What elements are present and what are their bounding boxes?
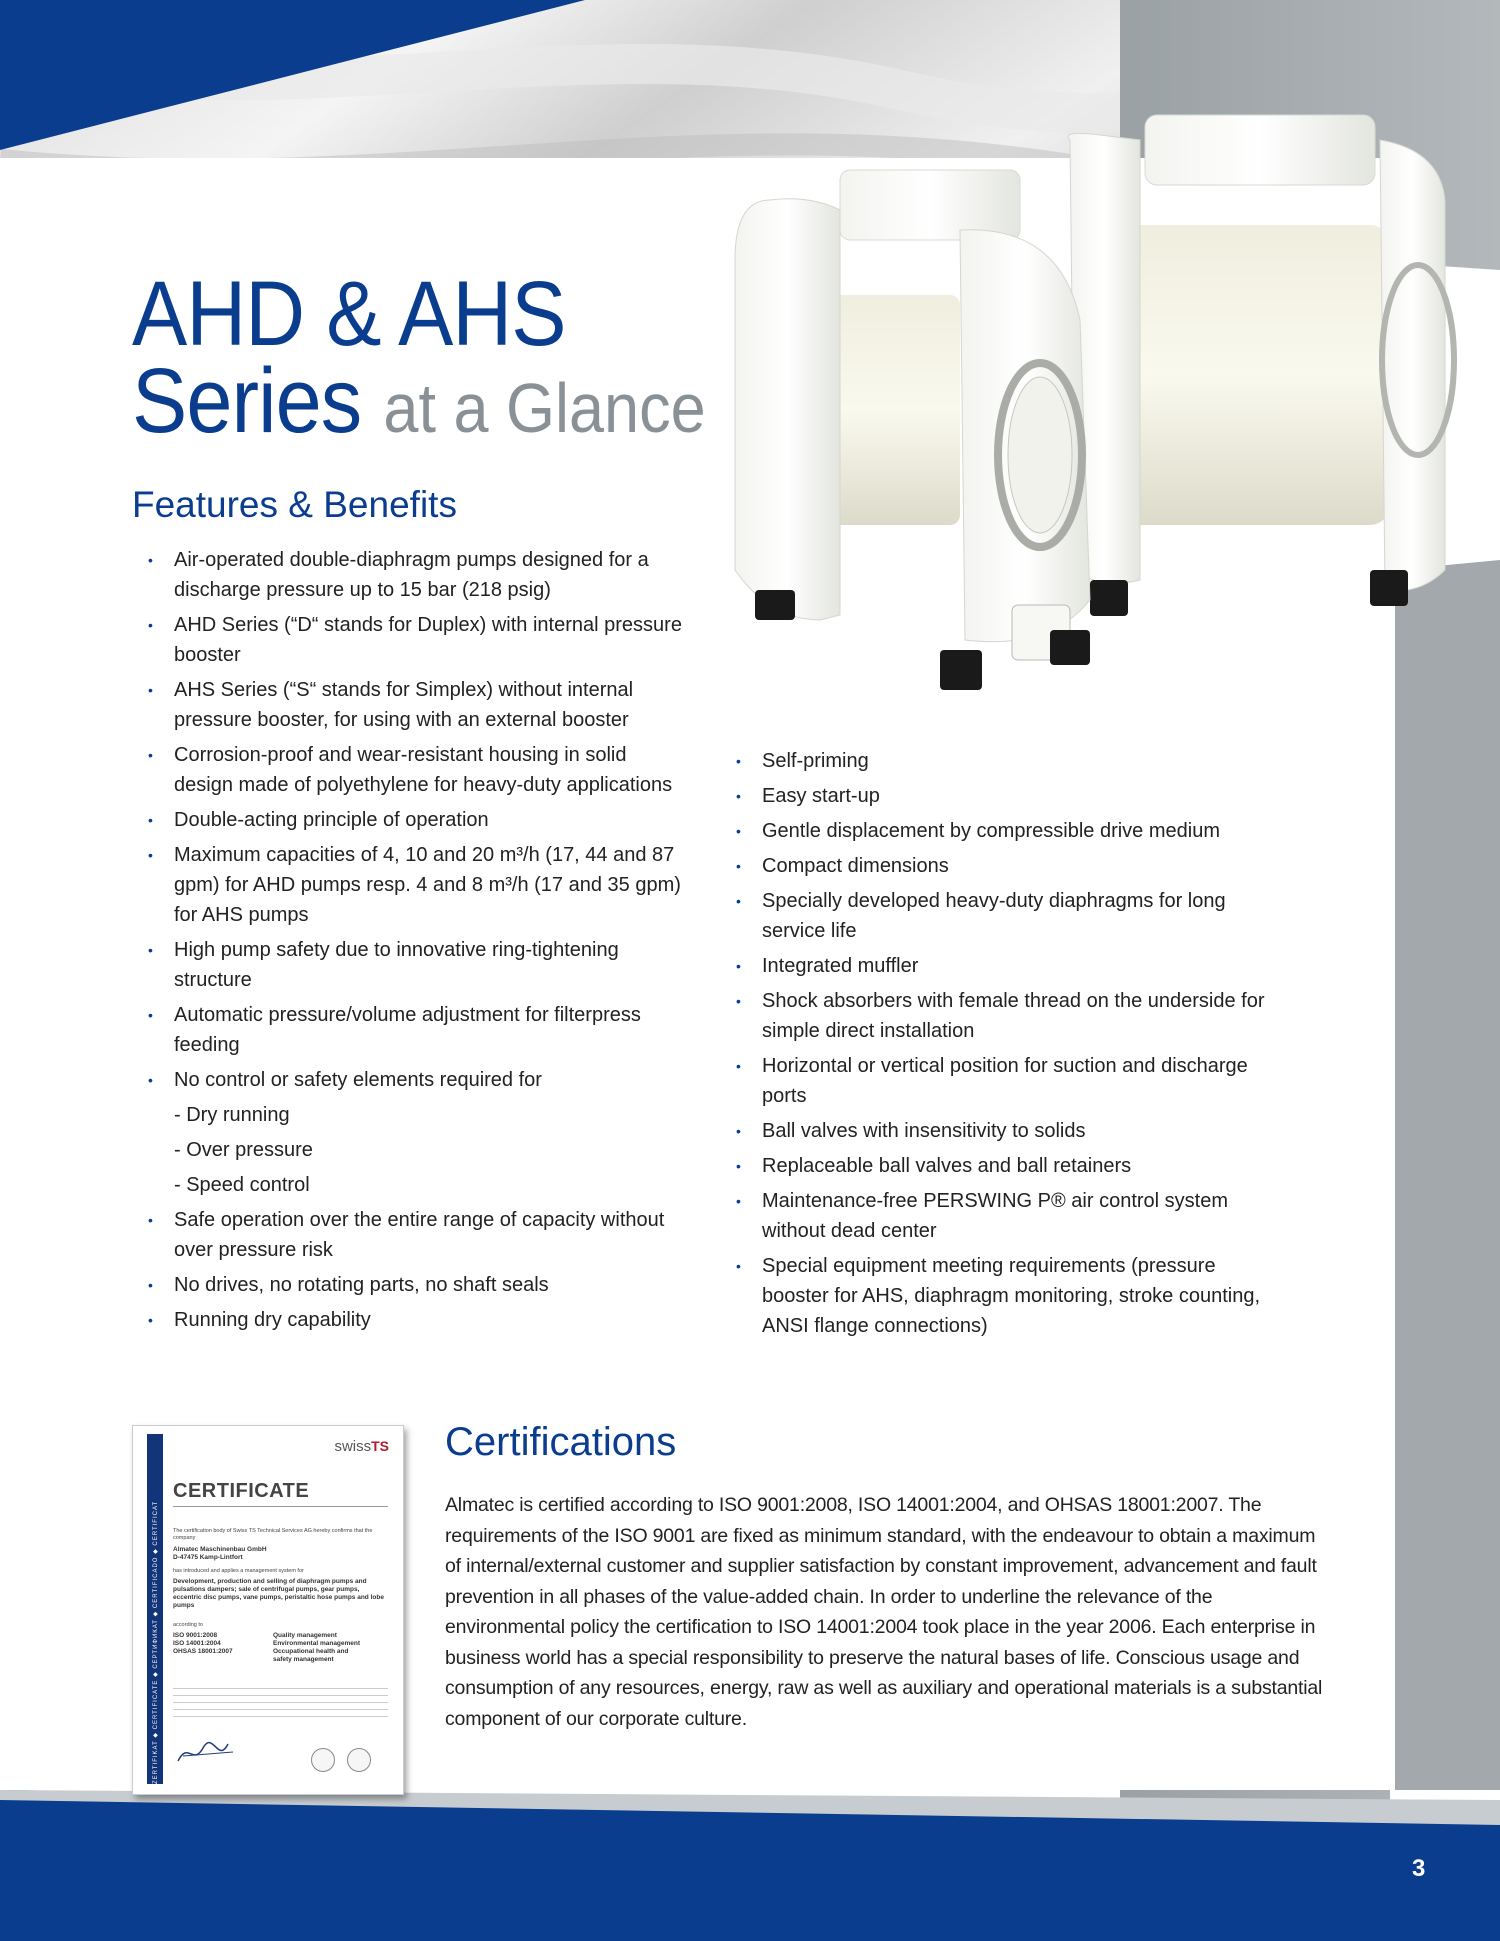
page-title-line1: AHD & AHS <box>132 263 566 365</box>
certifications-body: Almatec is certified according to ISO 9001:2008, ISO 14001:2004, and OHSAS 18001:2007. The requirements of the ISO 9001 are fixed as minimum standard, with the endeavour to obtain a maximum of internal/external customer and supplier satisfaction by constant improvement, advancement and fault prevention in all phases of the value-added chain. In order to underline the relevance of the environmental policy the certification to ISO 14001:2004 took place in the year 2006. Each enterprise in business world has a special responsibility to preserve the natural bases of life. Conscious usage and consumption of any resources, energy, raw as well as auxiliary and operational materials is a substantial component of our corporate culture. <box>445 1494 1323 1730</box>
feature-item: • Replaceable ball valves and ball retainers <box>728 1151 1268 1181</box>
certificate-registration-table <box>173 1688 388 1724</box>
feature-item: • Compact dimensions <box>728 851 1268 881</box>
feature-item: • High pump safety due to innovative ring-tightening structure <box>140 935 690 995</box>
certificate-thumbnail <box>132 1425 404 1795</box>
certificate-company: Almatec Maschinenbau GmbH D-47475 Kamp-Lintfort <box>173 1546 267 1561</box>
certificate-standard-names: Quality management Environmental management Occupational health and safety management <box>273 1632 361 1663</box>
feature-item: • Specially developed heavy-duty diaphragms for long service life <box>728 886 1268 946</box>
accreditation-seal-icon <box>311 1748 335 1772</box>
page-title-series: Series <box>132 350 362 452</box>
certificate-standards: ISO 9001:2008 ISO 14001:2004 OHSAS 18001:2007 <box>173 1632 233 1655</box>
certificate-stripe <box>147 1434 163 1784</box>
certifications-heading: Certifications <box>445 1420 677 1464</box>
feature-item: • Air-operated double-diaphragm pumps designed for a discharge pressure up to 15 bar (218 psig) <box>140 545 690 605</box>
feature-item: • Easy start-up <box>728 781 1268 811</box>
feature-item: • Horizontal or vertical position for suction and discharge ports <box>728 1051 1268 1111</box>
feature-subitem: - Dry running <box>174 1104 290 1126</box>
feature-subitem: - Over pressure <box>174 1139 313 1161</box>
feature-item: • Automatic pressure/volume adjustment for filterpress feeding <box>140 1000 690 1060</box>
certificate-scope-intro: has introduced and applies a management system for <box>173 1568 304 1574</box>
feature-item: • Safe operation over the entire range of capacity without over pressure risk <box>140 1205 690 1265</box>
feature-item: • Corrosion-proof and wear-resistant housing in solid design made of polyethylene for heavy-duty applications <box>140 740 690 800</box>
signature-image <box>173 1736 243 1766</box>
certificate-scope: Development, production and selling of diaphragm pumps and pulsations dampers; sale of centrifugal pumps, gear pumps, eccentric disc pumps, vane pumps, peristaltic hose pumps and lobe pumps <box>173 1578 384 1609</box>
page-title-subtitle: at a Glance <box>383 369 706 447</box>
feature-item: • Maintenance-free PERSWING P® air control system without dead center <box>728 1186 1268 1246</box>
feature-item: • Double-acting principle of operation <box>140 805 690 835</box>
feature-item: • Running dry capability <box>140 1305 690 1335</box>
certificate-stripe-text: ZERTIFIKAT ◆ CERTIFICATE ◆ СЕРТИФИКАТ ◆ CERTIFICADO ◆ CERTIFICAT <box>153 1500 159 1784</box>
feature-item: • Self-priming <box>728 746 1268 776</box>
features-heading: Features & Benefits <box>132 484 457 525</box>
features-list-right <box>728 746 1268 1346</box>
feature-item: • No control or safety elements required for <box>140 1065 690 1095</box>
feature-item: • Shock absorbers with female thread on the underside for simple direct installation <box>728 986 1268 1046</box>
accreditation-mark-icon <box>347 1748 371 1772</box>
feature-item: • AHS Series (“S“ stands for Simplex) without internal pressure booster, for using with an external booster <box>140 675 690 735</box>
feature-item: • AHD Series (“D“ stands for Duplex) with internal pressure booster <box>140 610 690 670</box>
feature-item: • Special equipment meeting requirements (pressure booster for AHS, diaphragm monitoring, stroke counting, ANSI flange connections) <box>728 1251 1268 1341</box>
feature-item: • Gentle displacement by compressible drive medium <box>728 816 1268 846</box>
feature-item: • Ball valves with insensitivity to solids <box>728 1116 1268 1146</box>
features-list-left <box>140 545 690 1340</box>
page-title-line2 <box>132 350 706 452</box>
certificate-according: according to <box>173 1622 203 1628</box>
certificate-intro: The certification body of Swiss TS Technical Services AG hereby confirms that the company <box>173 1528 373 1541</box>
certificate-heading: CERTIFICATE <box>173 1480 310 1502</box>
feature-subitem: - Speed control <box>174 1174 310 1196</box>
feature-item: • No drives, no rotating parts, no shaft seals <box>140 1270 690 1300</box>
feature-item: • Integrated muffler <box>728 951 1268 981</box>
feature-item: • Maximum capacities of 4, 10 and 20 m³/h (17, 44 and 87 gpm) for AHD pumps resp. 4 and 8 m³/h (17 and 35 gpm) for AHS pumps <box>140 840 690 930</box>
page-number: 3 <box>1412 1855 1426 1882</box>
swiss-ts-logo: swissTS <box>334 1438 389 1455</box>
